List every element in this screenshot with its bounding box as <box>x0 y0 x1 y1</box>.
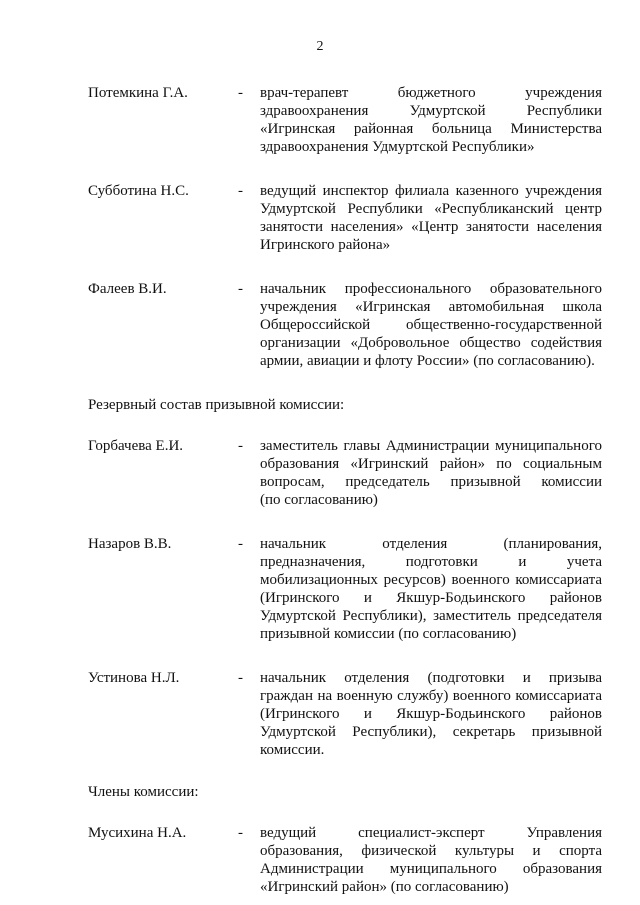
person-name: Мусихина Н.А. <box>88 825 187 841</box>
position-line: образования «Игринский район» по социальным <box>260 456 602 472</box>
separator-dash: - <box>238 183 243 199</box>
position-line: армии, авиации и флоту России» (по согласованию). <box>260 353 595 369</box>
position-line: занятости населения» «Центр занятости населения <box>260 219 602 235</box>
position-line: призывной комиссии (по согласованию) <box>260 626 517 642</box>
commission-entry <box>88 280 602 370</box>
person-name: Фалеев В.И. <box>88 281 167 297</box>
position-line: Общероссийской общественно-государственной <box>260 317 602 333</box>
position-line: здравоохранения Удмуртской Республики» <box>260 139 535 155</box>
position-line: «Игринский район» (по согласованию) <box>260 879 509 895</box>
position-line: здравоохранения Удмуртской Республики <box>260 103 602 119</box>
commission-reserve-list <box>88 437 602 759</box>
person-position <box>260 669 602 759</box>
separator-dash: - <box>238 670 243 686</box>
person-name: Устинова Н.Л. <box>88 670 180 686</box>
position-line: ведущий инспектор филиала казенного учреждения <box>260 183 602 199</box>
position-line: учреждения «Игринская автомобильная школа <box>260 299 602 315</box>
separator-dash: - <box>238 85 243 101</box>
position-line: заместитель главы Администрации муниципального <box>260 438 602 454</box>
position-line: ведущий специалист-эксперт Управления <box>260 825 602 841</box>
members-heading: Члены комиссии: <box>88 784 199 800</box>
commission-entry <box>88 84 602 156</box>
separator-dash: - <box>238 281 243 297</box>
position-line: организации «Добровольное общество содействия <box>260 335 602 351</box>
reserve-heading: Резервный состав призывной комиссии: <box>88 397 345 413</box>
separator-dash: - <box>238 825 243 841</box>
position-line: Удмуртской Республики), заместитель председателя <box>260 608 602 624</box>
position-line: вопросам, председатель призывной комиссии <box>260 474 602 490</box>
position-line: Удмуртской Республики), секретарь призывной <box>260 724 602 740</box>
position-line: (Игринского и Якшур-Бодьинского районов <box>260 706 602 722</box>
person-position <box>260 437 602 509</box>
position-line: начальник отделения (подготовки и призыва <box>260 670 602 686</box>
commission-entry <box>88 535 602 643</box>
position-line: (Игринского и Якшур-Бодьинского районов <box>260 590 602 606</box>
position-line: Игринского района» <box>260 237 391 253</box>
person-name: Субботина Н.С. <box>88 183 189 199</box>
commission-members-list <box>88 824 602 896</box>
position-line: предназначения, подготовки и учета <box>260 554 602 570</box>
commission-entry <box>88 182 602 254</box>
position-line: начальник профессионального образовательного <box>260 281 602 297</box>
position-line: «Игринская районная больница Министерства <box>260 121 602 137</box>
position-line: начальник отделения (планирования, <box>260 536 602 552</box>
document-body <box>88 84 602 896</box>
position-line: врач-терапевт бюджетного учреждения <box>260 85 602 101</box>
position-line: Удмуртской Республики «Республиканский центр <box>260 201 602 217</box>
person-position <box>260 84 602 156</box>
page-number: 2 <box>316 39 324 54</box>
position-line: (по согласованию) <box>260 492 378 508</box>
commission-entry <box>88 669 602 759</box>
position-line: граждан на военную службу) военного комиссариата <box>260 688 602 704</box>
person-name: Горбачева Е.И. <box>88 438 184 454</box>
commission-main-list <box>88 84 602 370</box>
person-position <box>260 280 602 370</box>
person-name: Назаров В.В. <box>88 536 172 552</box>
position-line: комиссии. <box>260 742 325 758</box>
person-position <box>260 824 602 896</box>
commission-entry <box>88 824 602 896</box>
separator-dash: - <box>238 536 243 552</box>
separator-dash: - <box>238 438 243 454</box>
position-line: образования, физической культуры и спорта <box>260 843 602 859</box>
commission-entry <box>88 437 602 509</box>
position-line: Администрации муниципального образования <box>260 861 602 877</box>
position-line: мобилизационных ресурсов) военного комиссариата <box>260 572 602 588</box>
person-position <box>260 535 602 643</box>
person-name: Потемкина Г.А. <box>88 85 188 101</box>
person-position <box>260 182 602 254</box>
